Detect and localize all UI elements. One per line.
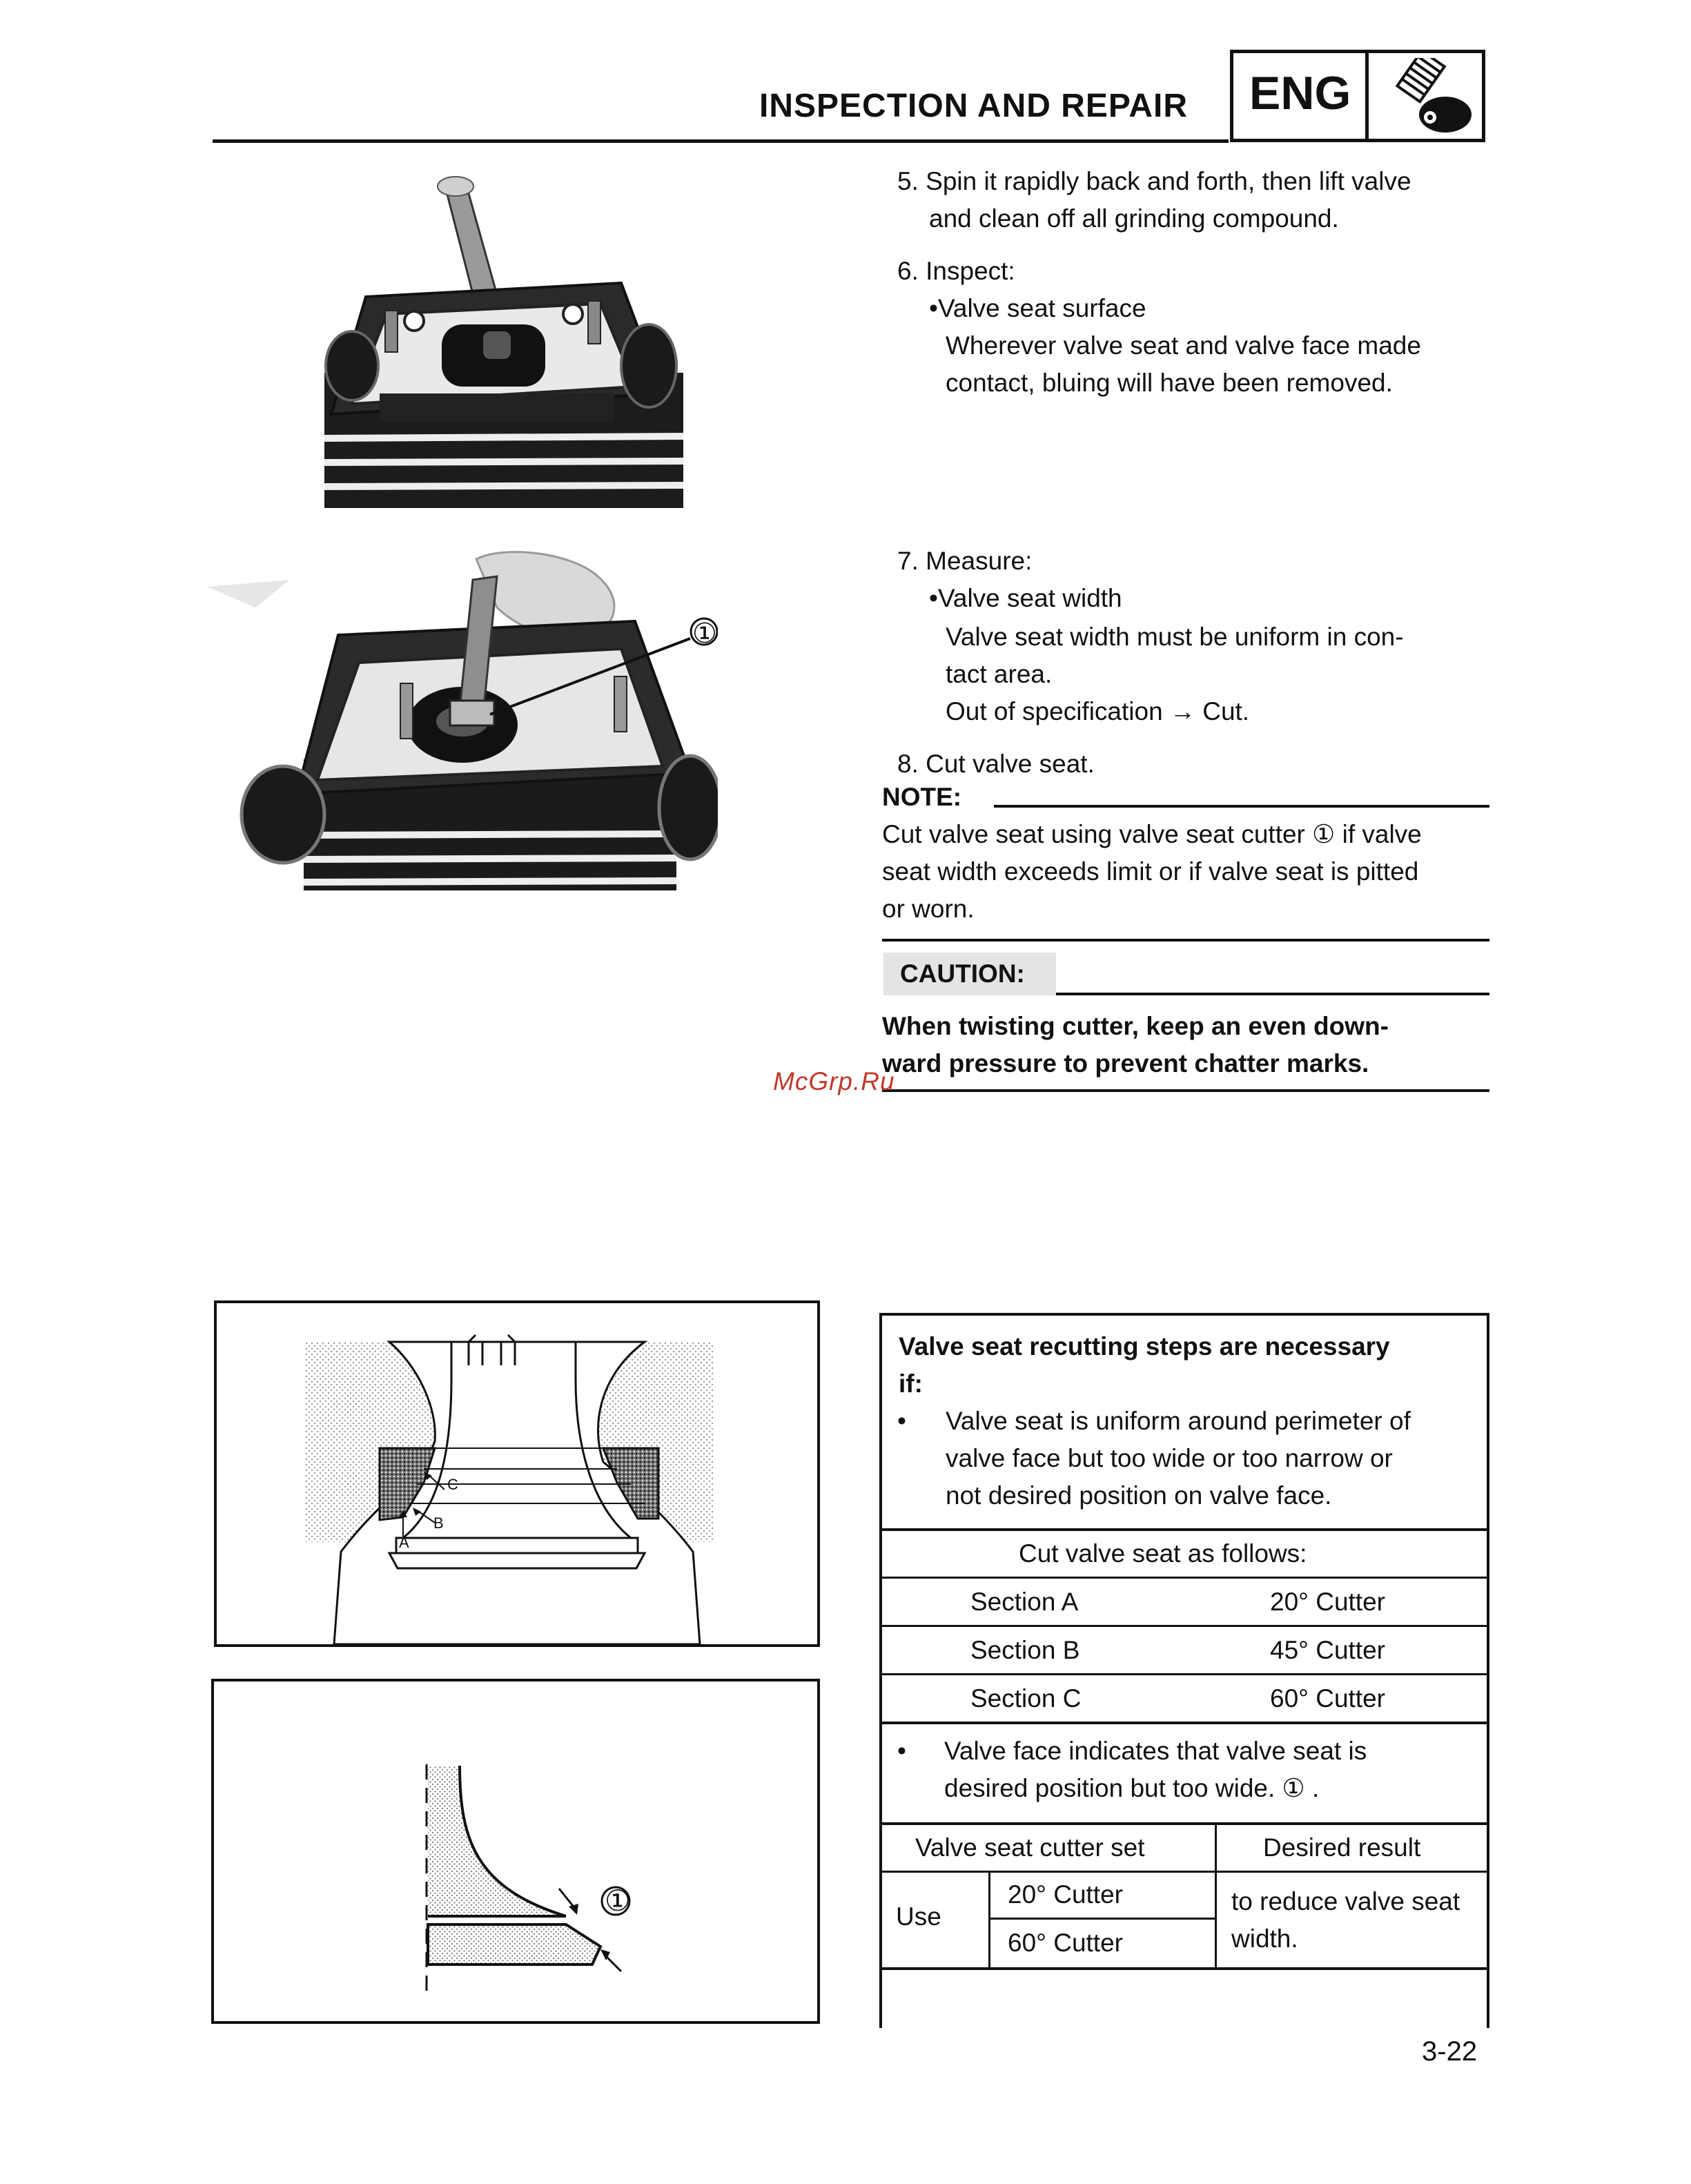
table-heading-line-1: Valve seat recutting steps are necessary — [899, 1332, 1390, 1361]
note-line-1: Cut valve seat using valve seat cutter ① if valve — [882, 820, 1422, 848]
caution-bottom-rule — [882, 1089, 1489, 1092]
note-line-3: or worn. — [882, 895, 975, 923]
table-divider-6 — [879, 1822, 1489, 1825]
section-b-cutter: 45° Cutter — [1270, 1636, 1385, 1664]
valve-face-wide-diagram — [214, 1681, 817, 2021]
photo-valve-seat-cutting — [207, 545, 718, 890]
section-a-cutter: 20° Cutter — [1270, 1588, 1385, 1616]
note-top-rule — [994, 805, 1489, 808]
figure1-label-c: C — [447, 1476, 458, 1493]
table-divider-8 — [879, 1967, 1489, 1970]
cut-header: Cut valve seat as follows: — [1019, 1539, 1307, 1568]
photo-callout-1: ① — [692, 618, 717, 649]
step-6-bullet: •Valve seat surface — [929, 294, 1146, 322]
table-bullet-1-line-2: valve face but too wide or too narrow or — [946, 1444, 1393, 1472]
table-bullet-1-dot: • — [897, 1407, 906, 1435]
table-bullet-2-line-1: Valve face indicates that valve seat is — [944, 1737, 1367, 1765]
result-line-2: width. — [1231, 1924, 1298, 1953]
caution-line-1: When twisting cutter, keep an even down- — [882, 1012, 1389, 1040]
step-7-title: 7. Measure: — [897, 547, 1033, 575]
step-6-line-2: contact, bluing will have been removed. — [946, 369, 1393, 397]
note-line-2: seat width exceeds limit or if valve seat is pitted — [882, 857, 1419, 886]
table-divider-5 — [879, 1722, 1489, 1724]
section-a-label: Section A — [970, 1588, 1079, 1616]
page-title: INSPECTION AND REPAIR — [759, 88, 1189, 124]
result-line-1: to reduce valve seat — [1231, 1887, 1460, 1915]
table-col-divider — [1215, 1824, 1217, 1967]
table-heading-line-2: if: — [899, 1369, 923, 1398]
table-top-border — [879, 1313, 1489, 1316]
table-divider-4 — [879, 1673, 1489, 1675]
note-bottom-rule — [882, 939, 1489, 942]
table-divider-2 — [879, 1577, 1489, 1579]
table-bullet-2-dot: • — [897, 1737, 906, 1765]
cutter-row-2: 60° Cutter — [1008, 1929, 1123, 1957]
step-7-bullet: •Valve seat width — [929, 584, 1122, 612]
table-divider-7 — [879, 1871, 1489, 1873]
step-8-title: 8. Cut valve seat. — [897, 750, 1095, 778]
table-divider-3 — [879, 1625, 1489, 1627]
section-c-cutter: 60° Cutter — [1270, 1684, 1385, 1713]
step-7-line-2: tact area. — [946, 660, 1053, 688]
engine-icon — [1375, 58, 1478, 138]
col-header-desired-result: Desired result — [1263, 1833, 1421, 1862]
section-b-label: Section B — [970, 1636, 1080, 1664]
table-right-border — [1487, 1313, 1489, 2028]
watermark: McGrp.Ru — [773, 1067, 895, 1095]
cutter-row-1: 20° Cutter — [1008, 1880, 1123, 1909]
figure1-label-b: B — [433, 1514, 444, 1532]
col-header-cutter-set: Valve seat cutter set — [915, 1833, 1145, 1862]
table-bullet-1-line-1: Valve seat is uniform around perimeter of — [946, 1407, 1411, 1435]
figure2-callout-1: ① — [605, 1884, 631, 1917]
photo-valve-lapping — [324, 166, 683, 508]
valve-seat-sections-diagram — [217, 1303, 817, 1644]
section-c-label: Section C — [970, 1684, 1082, 1713]
step-7-line-3: Out of specification → Cut. — [946, 697, 1250, 725]
table-bullet-1-line-3: not desired position on valve face. — [946, 1481, 1332, 1510]
caution-label: CAUTION: — [900, 959, 1025, 988]
cutter-row-divider — [990, 1918, 1215, 1920]
section-badge-label: ENG — [1249, 67, 1351, 119]
use-col-divider — [988, 1872, 990, 1967]
note-label: NOTE: — [882, 783, 962, 811]
table-left-border — [879, 1313, 882, 2028]
table-divider-1 — [879, 1528, 1489, 1531]
use-label: Use — [896, 1902, 941, 1931]
step-5-line-2: and clean off all grinding compound. — [929, 204, 1339, 233]
table-bullet-2-line-2: desired position but too wide. ① . — [944, 1774, 1320, 1802]
step-7-line-1: Valve seat width must be uniform in con- — [946, 623, 1404, 651]
caution-top-rule — [1056, 993, 1489, 995]
caution-line-2: ward pressure to prevent chatter marks. — [882, 1049, 1369, 1078]
step-5-line-1: 5. Spin it rapidly back and forth, then lift valve — [897, 167, 1411, 195]
figure1-label-a: A — [399, 1534, 409, 1551]
header-rule — [213, 139, 1229, 143]
section-badge-divider — [1365, 50, 1369, 142]
step-6-line-1: Wherever valve seat and valve face made — [946, 331, 1421, 360]
step-6-title: 6. Inspect: — [897, 257, 1015, 285]
page-number: 3-22 — [1422, 2036, 1478, 2067]
